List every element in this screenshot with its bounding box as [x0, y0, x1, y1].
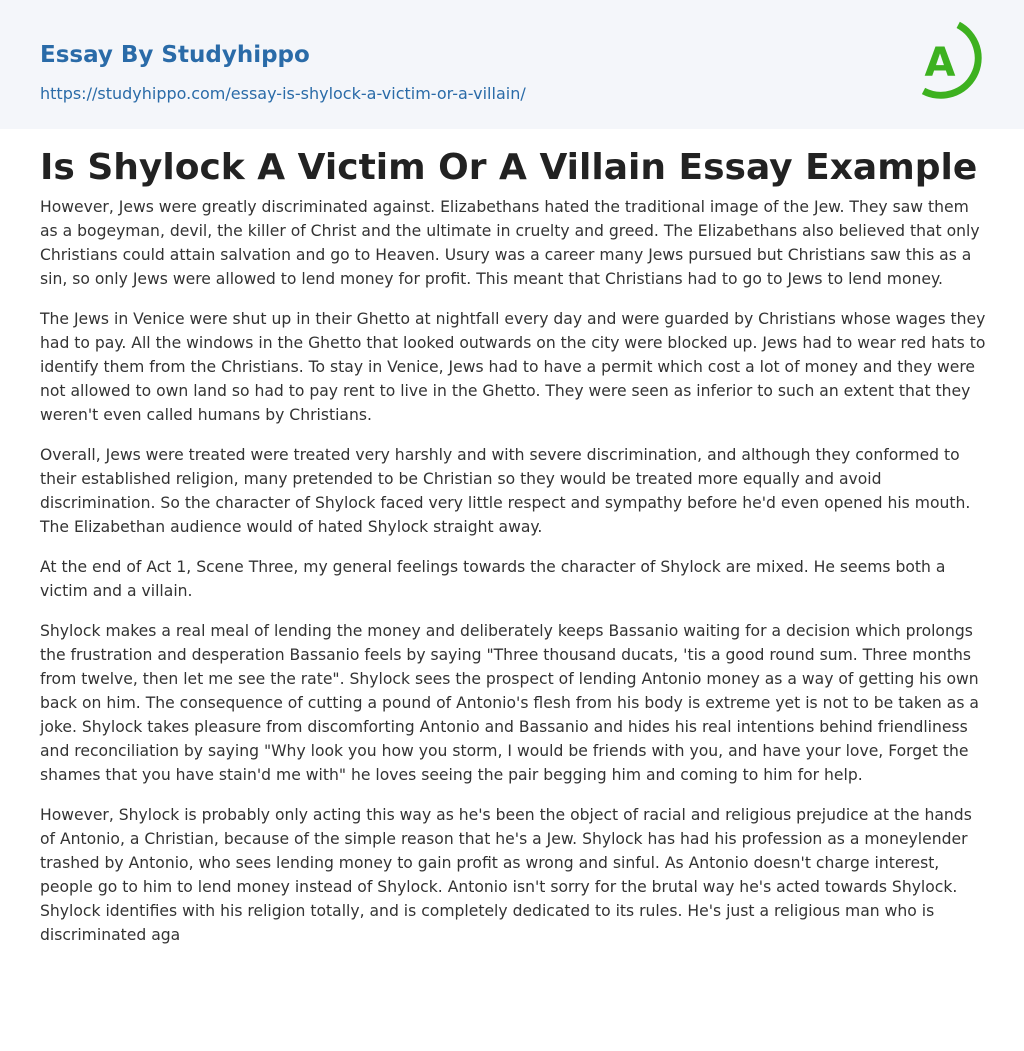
site-header [0, 0, 1024, 129]
paragraph-1: However, Jews were greatly discriminated against. Elizabethans hated the traditional image of the Jew. They saw them as a bogeyman, devil, the killer of Christ and the ultimate in cruelty and greed. The Elizabethans also believed that only Christians could attain salvation and go to Heaven. Usury was a career many Jews pursued but Christians saw this as a sin, so only Jews were allowed to lend money for profit. This meant that Christians had to go to Jews to lend money. [40, 198, 980, 288]
paragraph-2: The Jews in Venice were shut up in their Ghetto at nightfall every day and were guarded by Christians whose wages they had to pay. All the windows in the Ghetto that looked outwards on the city were blocked up. Jews had to wear red hats to identify them from the Christians. To stay in Venice, Jews had to have a permit which cost a lot of money and they were not allowed to own land so had to pay rent to live in the Ghetto. They were seen as inferior to such an extent that they weren't even called humans by Christians. [40, 310, 986, 424]
article-title: Is Shylock A Victim Or A Villain Essay Example [40, 147, 978, 188]
studyhippo-a-logo-icon[interactable] [913, 19, 987, 105]
page-url-link[interactable]: https://studyhippo.com/essay-is-shylock-a-victim-or-a-villain/ [40, 84, 526, 103]
article-content [40, 141, 986, 963]
paragraph-3: Overall, Jews were treated were treated very harshly and with severe discrimination, and although they conformed to their established religion, many pretended to be Christian so they would be treated more equally and avoid discrimination. So the character of Shylock faced very little respect and sympathy before he'd even opened his mouth. The Elizabethan audience would of hated Shylock straight away. [40, 446, 971, 536]
logo-letter: A [924, 40, 956, 86]
site-name[interactable]: Essay By Studyhippo [40, 42, 310, 68]
paragraph-5: Shylock makes a real meal of lending the money and deliberately keeps Bassanio waiting for a decision which prolongs the frustration and desperation Bassanio feels by saying "Three thousand ducats, 'tis a good round sum. Three months from twelve, then let me see the rate". Shylock sees the prospect of lending Antonio money as a way of getting his own back on him. The consequence of cutting a pound of Antonio's flesh from his body is extreme yet is not to be taken as a joke. Shylock takes pleasure from discomforting Antonio and Bassanio and hides his real intentions behind friendliness and reconciliation by saying "Why look you how you storm, I would be friends with you, and have your love, Forget the shames that you have stain'd me with" he loves seeing the pair begging him and coming to him for help. [40, 622, 979, 784]
paragraph-6: However, Shylock is probably only acting this way as he's been the object of racial and religious prejudice at the hands of Antonio, a Christian, because of the simple reason that he's a Jew. Shylock has had his profession as a moneylender trashed by Antonio, who sees lending money to gain profit as wrong and sinful. As Antonio doesn't charge interest, people go to him to lend money instead of Shylock. Antonio isn't sorry for the brutal way he's acted towards Shylock. Shylock identifies with his religion totally, and is completely dedicated to its rules. He's just a religious man who is discriminated aga [40, 806, 972, 944]
paragraph-4: At the end of Act 1, Scene Three, my general feelings towards the character of Shylock are mixed. He seems both a victim and a villain. [40, 558, 946, 600]
